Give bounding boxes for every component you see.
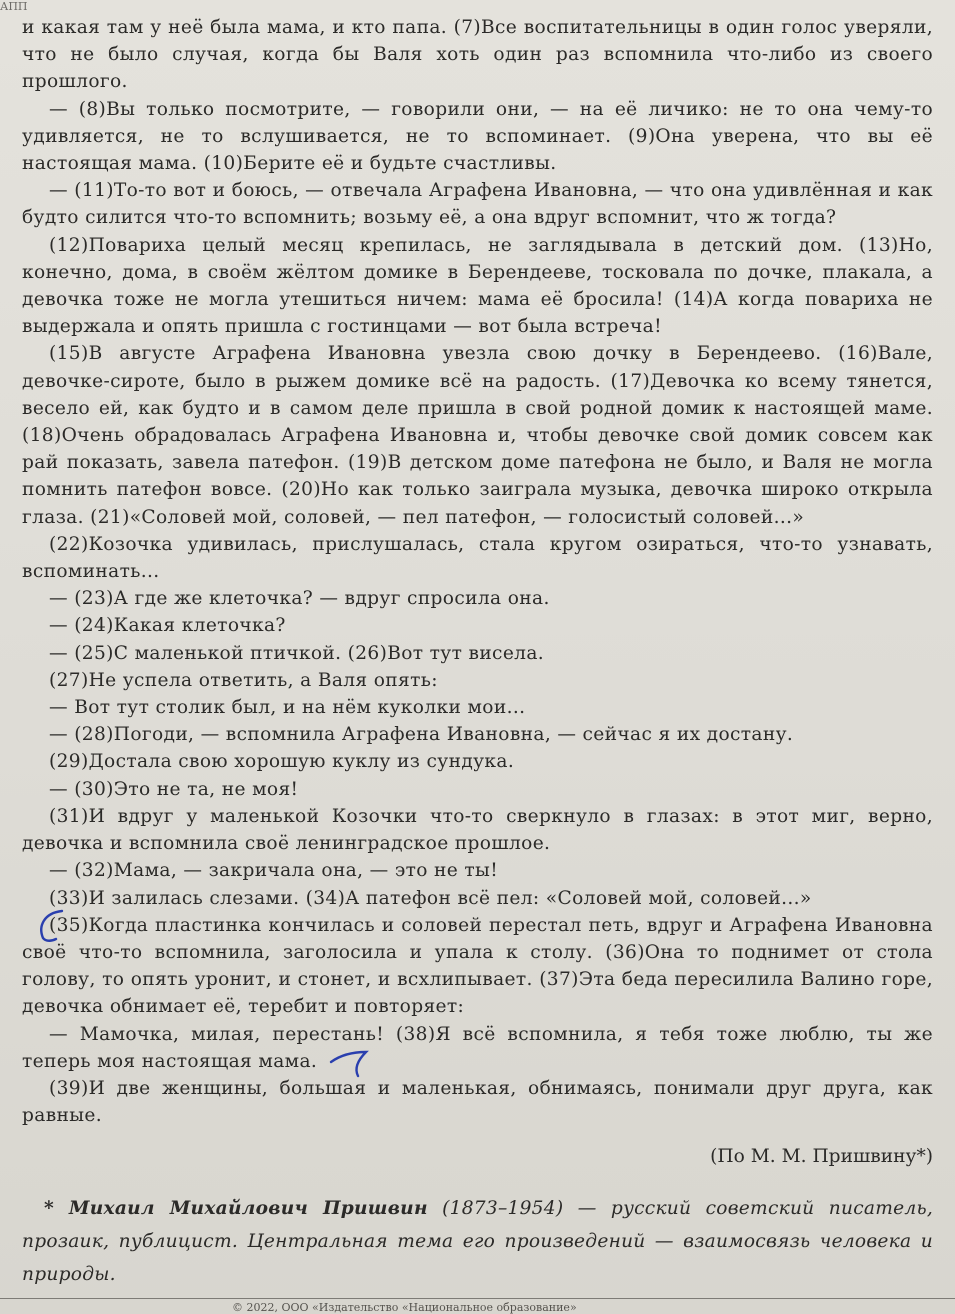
author-attribution: (По М. М. Пришвину*) <box>710 1146 933 1168</box>
page-corner-label: АПП <box>0 0 28 13</box>
paragraph: (15)В августе Аграфена Ивановна увезла свою дочку в Берендеево. (16)Вале, девочке-сироте, было в рыжем домике всё на радость. (17)Девочка ко всему тянется, весело ей, как будто и в самом деле пришла в свой родной домик к настоящей маме. (18)Очень обрадовалась Аграфена Ивановна и, чтобы девочке свой домик совсем как рай показать, завела патефон. (19)В детском доме патефона не было, и Валя не могла помнить патефон вовсе. (20)Но как только заиграла музыка, девочка широко открыла глаза. (21)«Соловей мой, соловей, — пел патефон, — голосистый соловей...» <box>22 343 933 528</box>
paragraph: — (25)С маленькой птичкой. (26)Вот тут висела. <box>49 642 545 664</box>
footnote-author-name: * Михаил Михайлович Пришвин <box>44 1198 428 1220</box>
author-footnote <box>22 1192 933 1291</box>
paragraph: (35)Когда пластинка кончилась и соловей перестал петь, вдруг и Аграфена Ивановна своё что-то вспомнила, заголосила и упала к столу. (36)Она то поднимет от стола голову, то опять уронит, и стонет, и всхлипывает. (37)Эта беда пересилила Валино горе, девочка обнимает её, теребит и повторяет: <box>22 914 933 1018</box>
paragraph: (29)Достала свою хорошую куклу из сундука. <box>49 751 515 773</box>
paragraph: (22)Козочка удивилась, прислушалась, стала кругом озираться, что-то узнавать, вспоминать... <box>22 533 933 583</box>
footnote-text: (1873–1954) — русский советский писатель, прозаик, публицист. Центральная тема его произведений — взаимосвязь человека и природы. <box>22 1198 933 1286</box>
main-text <box>22 14 933 1291</box>
paragraph: — (11)То-то вот и боюсь, — отвечала Аграфена Ивановна, — что она удивлённая и как будто силится что-то вспомнить; возьму её, а она вдруг вспомнит, что ж тогда? <box>22 180 933 229</box>
paragraph: — (23)А где же клеточка? — вдруг спросила она. <box>49 588 550 610</box>
paragraph: (39)И две женщины, большая и маленькая, обнимаясь, понимали друг друга, как равные. <box>22 1077 933 1127</box>
paragraph: — (28)Погоди, — вспомнила Аграфена Ивановна, — сейчас я их достану. <box>49 724 794 746</box>
paragraph: — Вот тут столик был, и на нём куколки мои... <box>49 697 526 719</box>
paragraph: и какая там у неё была мама, и кто папа. (7)Все воспитательницы в один голос уверяли, что не было случая, когда бы Валя хоть один раз вспомнила что-либо из своего прошлого. <box>22 17 933 93</box>
paragraph: — (32)Мама, — закричала она, — это не ты! <box>49 860 499 882</box>
paragraph: — (8)Вы только посмотрите, — говорили они, — на её личико: не то она чему-то удивляется, не то вслушивается, не то вспоминает. (9)Она уверена, что вы её настоящая мама. (10)Берите её и будьте счастливы. <box>22 98 933 175</box>
paragraph: — Мамочка, милая, перестань! (38)Я всё вспомнила, я тебя тоже люблю, ты же теперь моя настоящая мама. <box>22 1023 933 1072</box>
paragraph: (12)Повариха целый месяц крепилась, не заглядывала в детский дом. (13)Но, конечно, дома, в своём жёлтом домике в Берендееве, тосковала по дочке, плакала, а девочка тоже не могла утешиться ничем: мама её бросила! (14)А когда повариха не выдержала и опять пришла с гостинцами — вот была встреча! <box>22 234 933 338</box>
bottom-rule <box>0 1298 955 1299</box>
publisher-footer: © 2022, ООО «Издательство «Национальное образование» <box>232 1301 577 1314</box>
paragraph: — (24)Какая клеточка? <box>49 615 286 637</box>
paragraph: (33)И залилась слезами. (34)А патефон всё пел: «Соловей мой, соловей...» <box>49 887 812 909</box>
paragraph: (31)И вдруг у маленькой Козочки что-то сверкнуло в глазах: в этот миг, верно, девочка и вспомнила своё ленинградское прошлое. <box>22 805 933 855</box>
paragraph: — (30)Это не та, не моя! <box>49 778 299 800</box>
paragraph: (27)Не успела ответить, а Валя опять: <box>49 669 438 691</box>
